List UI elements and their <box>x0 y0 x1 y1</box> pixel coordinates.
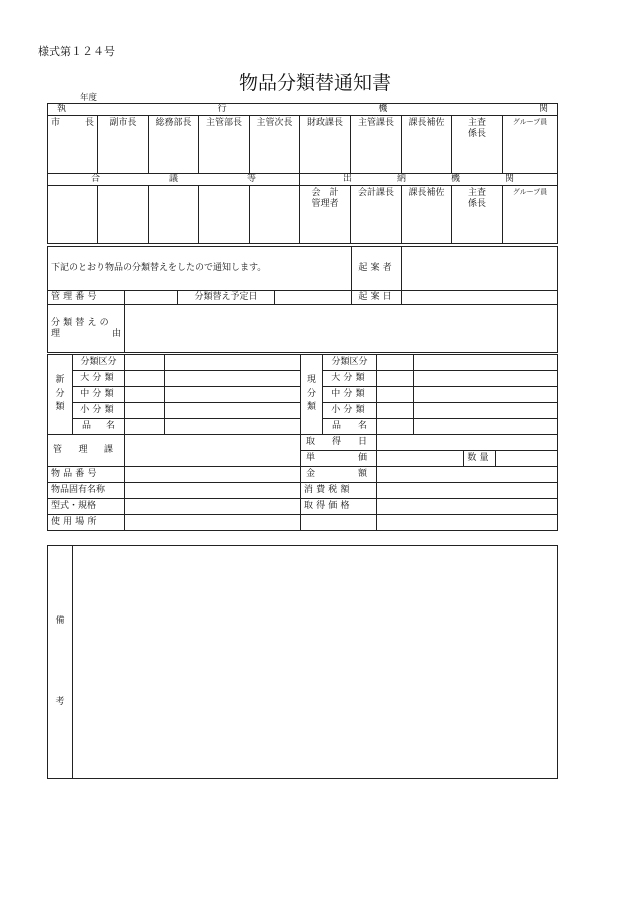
management-dept-label: 管 理 課 <box>48 435 125 467</box>
item-number-label: 物品番号 <box>48 467 125 483</box>
reason-label: 分類替えの 理 由 <box>48 305 125 353</box>
treasury-section-chief: 会計課長 <box>351 186 402 244</box>
notice-table <box>47 246 558 353</box>
reclass-date-label: 分類替え予定日 <box>178 291 275 305</box>
new-major-label: 大分類 <box>73 371 125 387</box>
amount-field[interactable] <box>377 467 558 483</box>
new-major-name[interactable] <box>165 371 301 387</box>
quantity-label: 数量 <box>464 451 496 467</box>
model-spec-field[interactable] <box>125 499 301 515</box>
acquisition-date-field[interactable] <box>377 435 558 451</box>
approval-deputy-mayor: 副市長 <box>98 116 149 174</box>
current-item-name-label: 品 名 <box>323 419 377 435</box>
current-classification-label: 現 分 類 <box>301 355 323 435</box>
consult-stamp-1[interactable] <box>48 186 98 244</box>
unit-price-field[interactable] <box>377 451 464 467</box>
consumption-tax-label: 消費税額 <box>301 483 377 499</box>
remarks-field[interactable] <box>73 546 558 779</box>
treasury-group-member: グループ員 <box>503 186 558 244</box>
fiscal-year-label: 年度 <box>80 93 98 103</box>
new-item-name-value[interactable] <box>165 419 301 435</box>
blank-value-cell[interactable] <box>377 515 558 531</box>
item-name-label: 物品固有名称 <box>48 483 125 499</box>
current-category-code[interactable] <box>377 355 414 371</box>
approval-general-affairs-director: 総務部長 <box>149 116 199 174</box>
quantity-field[interactable] <box>496 451 558 467</box>
new-item-name-code[interactable] <box>125 419 165 435</box>
new-category-name[interactable] <box>165 355 301 371</box>
treasury-group-header: 出 納 機 関 <box>300 174 558 186</box>
new-minor-code[interactable] <box>125 403 165 419</box>
current-middle-name[interactable] <box>414 387 558 403</box>
consumption-tax-field[interactable] <box>377 483 558 499</box>
remarks-label: 備 考 <box>48 546 73 779</box>
treasury-accountant: 会 計 管理者 <box>300 186 351 244</box>
unit-price-label: 単 価 <box>301 451 377 467</box>
reclass-date-field[interactable] <box>275 291 352 305</box>
consult-stamp-4[interactable] <box>199 186 250 244</box>
approval-assistant-chief: 課長補佐 <box>402 116 452 174</box>
current-middle-code[interactable] <box>377 387 414 403</box>
approval-deputy-director: 主管次長 <box>250 116 300 174</box>
execution-group-header: 執 行 機 関 <box>48 104 558 116</box>
model-spec-label: 型式・規格 <box>48 499 125 515</box>
management-number-field[interactable] <box>125 291 178 305</box>
management-dept-field[interactable] <box>125 435 301 467</box>
notice-statement: 下記のとおり物品の分類替えをしたので通知します。 <box>48 247 352 291</box>
drafter-label: 起案者 <box>352 247 402 291</box>
blank-label-cell <box>301 515 377 531</box>
new-category-label: 分類区分 <box>73 355 125 371</box>
approval-section-chief: 主管課長 <box>351 116 402 174</box>
form-number: 様式第１２４号 <box>38 45 115 58</box>
drafter-field[interactable] <box>402 247 558 291</box>
current-major-name[interactable] <box>414 371 558 387</box>
new-major-code[interactable] <box>125 371 165 387</box>
new-middle-code[interactable] <box>125 387 165 403</box>
consult-group-header: 合 議 等 <box>48 174 300 186</box>
item-number-field[interactable] <box>125 467 301 483</box>
current-major-code[interactable] <box>377 371 414 387</box>
current-item-name-value[interactable] <box>414 419 558 435</box>
new-middle-label: 中分類 <box>73 387 125 403</box>
approval-subsection-chief: 主査 係長 <box>452 116 503 174</box>
new-classification-label: 新 分 類 <box>48 355 73 435</box>
classification-table <box>47 354 558 531</box>
acquisition-price-label: 取得価格 <box>301 499 377 515</box>
treasury-subsection-chief: 主査 係長 <box>452 186 503 244</box>
current-minor-name[interactable] <box>414 403 558 419</box>
management-number-label: 管理番号 <box>48 291 125 305</box>
current-major-label: 大分類 <box>323 371 377 387</box>
location-label: 使用場所 <box>48 515 125 531</box>
approval-department-director: 主管部長 <box>199 116 250 174</box>
location-field[interactable] <box>125 515 301 531</box>
current-category-name[interactable] <box>414 355 558 371</box>
remarks-table <box>47 545 558 779</box>
new-item-name-label: 品 名 <box>73 419 125 435</box>
reason-field[interactable] <box>125 305 558 353</box>
draft-date-label: 起案日 <box>352 291 402 305</box>
consult-stamp-3[interactable] <box>149 186 199 244</box>
current-middle-label: 中分類 <box>323 387 377 403</box>
acquisition-date-label: 取 得 日 <box>301 435 377 451</box>
current-minor-label: 小分類 <box>323 403 377 419</box>
approval-mayor: 市 長 <box>48 116 98 174</box>
current-item-name-code[interactable] <box>377 419 414 435</box>
item-name-field[interactable] <box>125 483 301 499</box>
consult-stamp-2[interactable] <box>98 186 149 244</box>
current-category-label: 分類区分 <box>323 355 377 371</box>
new-minor-label: 小分類 <box>73 403 125 419</box>
approval-finance-chief: 財政課長 <box>300 116 351 174</box>
acquisition-price-field[interactable] <box>377 499 558 515</box>
page-title: 物品分類替通知書 <box>238 72 391 94</box>
consult-stamp-5[interactable] <box>250 186 300 244</box>
treasury-assistant-chief: 課長補佐 <box>402 186 452 244</box>
draft-date-field[interactable] <box>402 291 558 305</box>
new-minor-name[interactable] <box>165 403 301 419</box>
amount-label: 金 額 <box>301 467 377 483</box>
new-category-code[interactable] <box>125 355 165 371</box>
approval-group-member: グループ員 <box>503 116 558 174</box>
approval-table <box>47 103 558 244</box>
new-middle-name[interactable] <box>165 387 301 403</box>
current-minor-code[interactable] <box>377 403 414 419</box>
